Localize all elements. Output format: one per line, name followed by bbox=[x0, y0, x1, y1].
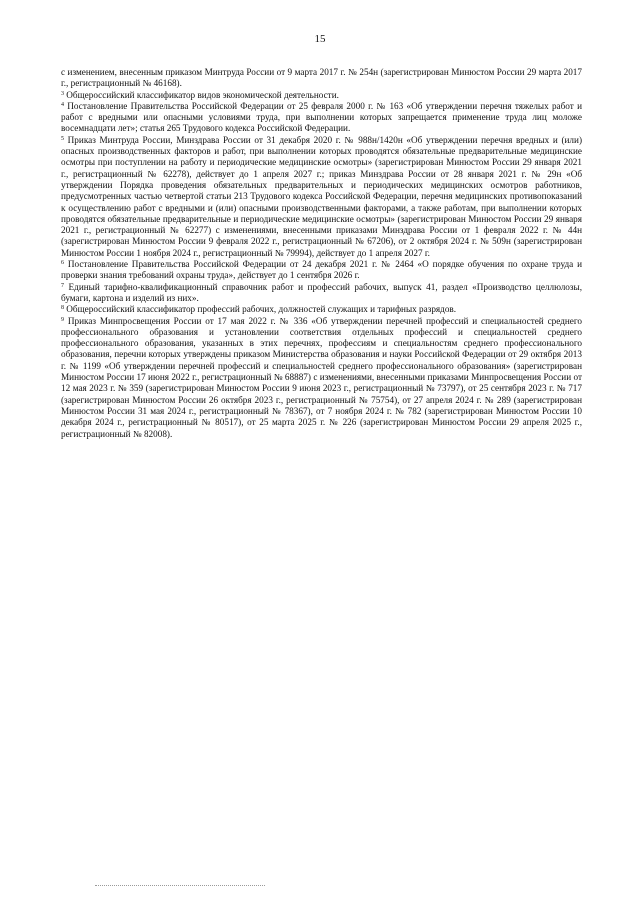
footnote-text: Общероссийский классификатор профессий рабочих, должностей служащих и тарифных разрядов. bbox=[66, 304, 457, 315]
footnote-continuation bbox=[61, 67, 582, 90]
footnote-text: Приказ Минпросвещения России от 17 мая 2022 г. № 336 «Об утверждении перечней профессий и специальностей среднего профессионального образования и установлении соответствия отдельных профессий и специальностей среднего профессионального образования, указанных в этих перечнях, профессиям и специальностям среднего профессионального образования, перечни которых утверждены приказом Министерства образования и науки Российской Федерации от 29 октября 2013 г. № 1199 «Об утверждении перечней профессий и специальностей среднего профессионального образования» (зарегистрирован Минюстом России 17 июня 2022 г., регистрационный № 68887) с изменениями, внесенными приказами Минпросвещения России от 12 мая 2023 г. № 359 (зарегистрирован Минюстом России 9 июня 2023 г., регистрационный № 73797), от 25 сентября 2023 г. № 717 (зарегистрирован Минюстом России 26 октября 2023 г., регистрационный № 75754), от 27 апреля 2024 г. № 289 (зарегистрирован Минюстом России 31 мая 2024 г., регистрационный № 78367), от 7 ноября 2024 г. № 782 (зарегистрирован Минюстом России 10 декабря 2024 г., регистрационный № 80517), от 25 марта 2025 г. № 226 (зарегистрирован Минюстом России 29 апреля 2025 г., регистрационный № 82008). bbox=[61, 315, 582, 439]
footnote-text: Постановление Правительства Российской Федерации от 24 декабря 2021 г. № 2464 «О порядке обучения по охране труда и проверки знания требований охраны труда», действует до 1 сентября 2026 г. bbox=[61, 259, 582, 281]
footnote-marker: 8 bbox=[61, 305, 64, 312]
footnote-3 bbox=[61, 90, 582, 101]
footnote-text: Приказ Минтруда России, Минздрава России от 31 декабря 2020 г. № 988н/1420н «Об утверждении перечня вредных и (или) опасных производственных факторов и работ, при выполнении которых проводятся обязательные предварительные медицинские осмотры при поступлении на работу и периодические медицинские осмотры» (зарегистрирован Минюстом России 29 января 2021 г., регистрационный № 62278), действует до 1 апреля 2027 г.; приказ Минздрава России от 28 января 2021 г. № 29н «Об утверждении Порядка проведения обязательных предварительных и периодических медицинских осмотров работников, предусмотренных частью четвертой статьи 213 Трудового кодекса Российской Федерации, перечня медицинских противопоказаний к осуществлению работ с вредными и (или) опасными производственными факторами, а также работам, при выполнении которых проводятся обязательные предварительные и периодические медицинские осмотры» (зарегистрирован Минюстом России 29 января 2021 г., регистрационный № 62277) с изменениями, внесенными приказами Минздрава России от 1 февраля 2022 г. № 44н (зарегистрирован Минюстом России 9 февраля 2022 г., регистрационный № 67206), от 2 октября 2024 г. № 509н (зарегистрирован Минюстом России 1 ноября 2024 г., регистрационный № 79994), действует до 1 апреля 2027 г. bbox=[61, 134, 582, 258]
footnote-text: Постановление Правительства Российской Федерации от 25 февраля 2000 г. № 163 «Об утверждении перечня тяжелых работ и работ с вредными или опасными условиями труда, при выполнении которых запрещается применение труда лиц моложе восемнадцати лет»; статья 265 Трудового кодекса Российской Федерации. bbox=[61, 100, 582, 134]
footnote-marker: 6 bbox=[61, 260, 64, 267]
footnote-text: с изменением, внесенным приказом Минтруда России от 9 марта 2017 г. № 254н (зарегистрирован Минюстом России 29 марта 2017 г., регистрационный № 46168). bbox=[61, 67, 582, 89]
bottom-divider bbox=[95, 885, 265, 886]
footnotes-block bbox=[61, 67, 582, 440]
footnote-8 bbox=[61, 304, 582, 315]
footnote-marker: 7 bbox=[61, 282, 64, 289]
footnote-text: Единый тарифно-квалификационный справочник работ и профессий рабочих, выпуск 41, раздел «Производство целлюлозы, бумаги, картона и изделий из них». bbox=[61, 281, 582, 303]
page-number: 15 bbox=[314, 33, 326, 45]
footnote-6 bbox=[61, 259, 582, 282]
footnote-5 bbox=[61, 135, 582, 259]
footnote-marker: 4 bbox=[61, 101, 64, 108]
footnote-marker: 3 bbox=[61, 90, 64, 97]
footnote-marker: 5 bbox=[61, 135, 64, 142]
footnote-marker: 9 bbox=[61, 316, 64, 323]
footnote-4 bbox=[61, 101, 582, 135]
footnote-text: Общероссийский классификатор видов экономической деятельности. bbox=[66, 89, 339, 100]
footnote-7 bbox=[61, 282, 582, 305]
footnote-9 bbox=[61, 316, 582, 440]
